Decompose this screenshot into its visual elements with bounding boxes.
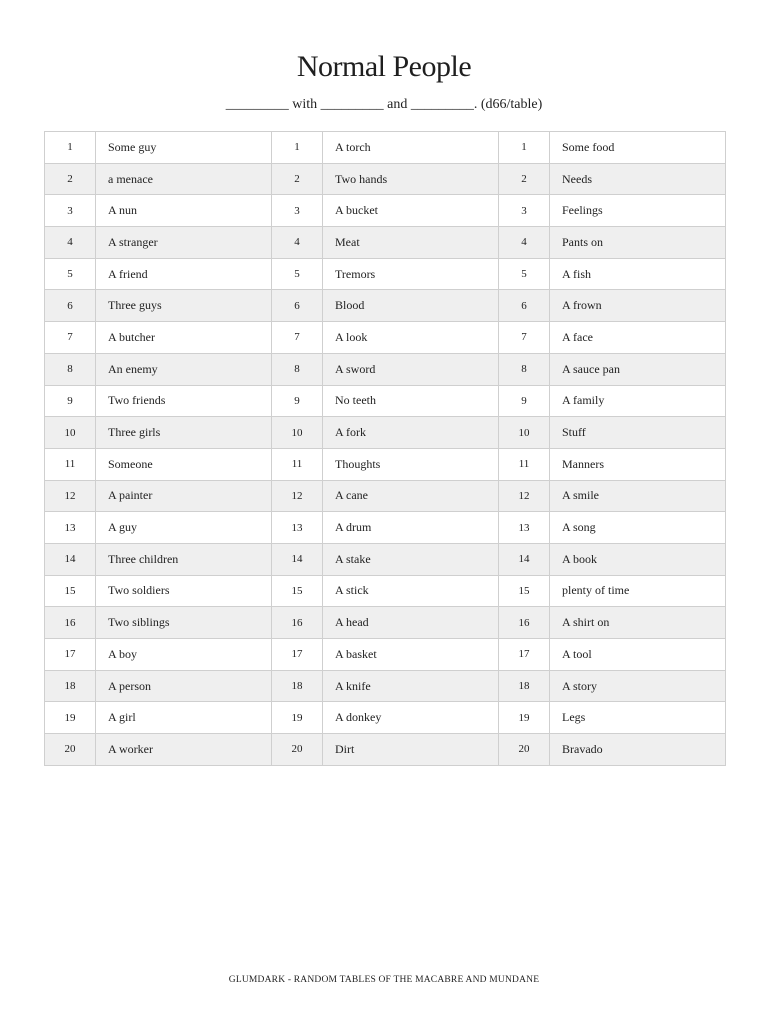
- roll-number-1: 17: [45, 639, 96, 671]
- page-title: Normal People: [296, 50, 472, 83]
- entry-column3: plenty of time: [550, 575, 726, 607]
- roll-number-1: 12: [45, 480, 96, 512]
- table-row: [45, 543, 726, 575]
- entry-column3: A smile: [550, 480, 726, 512]
- table-row: [45, 512, 726, 544]
- roll-number-2: 12: [272, 480, 323, 512]
- roll-number-2: 6: [272, 290, 323, 322]
- entry-column1: A person: [96, 670, 272, 702]
- entry-column3: A song: [550, 512, 726, 544]
- roll-number-1: 5: [45, 258, 96, 290]
- entry-column1: A stranger: [96, 227, 272, 259]
- entry-column1: A boy: [96, 639, 272, 671]
- entry-column1: A butcher: [96, 322, 272, 354]
- entry-column2: No teeth: [323, 385, 499, 417]
- page-subtitle: _________ with _________ and _________. (d66/table): [225, 97, 543, 112]
- table-row: [45, 227, 726, 259]
- table-row: [45, 322, 726, 354]
- table-row: [45, 639, 726, 671]
- table-row: [45, 417, 726, 449]
- roll-number-3: 6: [499, 290, 550, 322]
- roll-number-1: 7: [45, 322, 96, 354]
- entry-column3: A sauce pan: [550, 353, 726, 385]
- entry-column1: A nun: [96, 195, 272, 227]
- roll-number-2: 3: [272, 195, 323, 227]
- entry-column1: Two friends: [96, 385, 272, 417]
- entry-column2: Thoughts: [323, 448, 499, 480]
- entry-column3: Needs: [550, 163, 726, 195]
- entry-column1: Some guy: [96, 132, 272, 164]
- roll-number-1: 6: [45, 290, 96, 322]
- entry-column2: A head: [323, 607, 499, 639]
- entry-column1: Three guys: [96, 290, 272, 322]
- entry-column1: An enemy: [96, 353, 272, 385]
- entry-column2: A cane: [323, 480, 499, 512]
- roll-number-3: 13: [499, 512, 550, 544]
- entry-column3: A story: [550, 670, 726, 702]
- table-row: [45, 258, 726, 290]
- entry-column1: A girl: [96, 702, 272, 734]
- table-row: [45, 163, 726, 195]
- roll-number-2: 18: [272, 670, 323, 702]
- roll-number-1: 16: [45, 607, 96, 639]
- roll-number-3: 10: [499, 417, 550, 449]
- entry-column3: A fish: [550, 258, 726, 290]
- entry-column3: Pants on: [550, 227, 726, 259]
- entry-column1: A worker: [96, 734, 272, 766]
- entry-column2: A donkey: [323, 702, 499, 734]
- roll-number-3: 8: [499, 353, 550, 385]
- entry-column3: A book: [550, 543, 726, 575]
- table-row: [45, 132, 726, 164]
- roll-number-1: 13: [45, 512, 96, 544]
- entry-column3: A frown: [550, 290, 726, 322]
- table-row: [45, 195, 726, 227]
- roll-number-2: 7: [272, 322, 323, 354]
- entry-column2: A bucket: [323, 195, 499, 227]
- roll-number-3: 17: [499, 639, 550, 671]
- roll-number-2: 16: [272, 607, 323, 639]
- roll-number-3: 12: [499, 480, 550, 512]
- entry-column2: Meat: [323, 227, 499, 259]
- table-body: [45, 132, 726, 766]
- table-row: [45, 607, 726, 639]
- entry-column2: A drum: [323, 512, 499, 544]
- roll-number-2: 8: [272, 353, 323, 385]
- entry-column3: Bravado: [550, 734, 726, 766]
- roll-number-3: 20: [499, 734, 550, 766]
- roll-number-2: 15: [272, 575, 323, 607]
- roll-number-2: 19: [272, 702, 323, 734]
- roll-number-1: 19: [45, 702, 96, 734]
- entry-column1: A guy: [96, 512, 272, 544]
- entry-column3: Legs: [550, 702, 726, 734]
- roll-number-1: 10: [45, 417, 96, 449]
- entry-column1: a menace: [96, 163, 272, 195]
- entry-column1: A painter: [96, 480, 272, 512]
- page-footer: GLUMDARK - RANDOM TABLES OF THE MACABRE AND MUNDANE: [228, 975, 540, 985]
- entry-column3: Some food: [550, 132, 726, 164]
- table-row: [45, 575, 726, 607]
- entry-column3: Stuff: [550, 417, 726, 449]
- roll-number-3: 1: [499, 132, 550, 164]
- roll-number-1: 2: [45, 163, 96, 195]
- entry-column2: A basket: [323, 639, 499, 671]
- table-row: [45, 480, 726, 512]
- entry-column3: A shirt on: [550, 607, 726, 639]
- table-row: [45, 353, 726, 385]
- entry-column2: A stake: [323, 543, 499, 575]
- table-row: [45, 670, 726, 702]
- entry-column3: A tool: [550, 639, 726, 671]
- entry-column2: A torch: [323, 132, 499, 164]
- entry-column1: Three girls: [96, 417, 272, 449]
- roll-number-1: 8: [45, 353, 96, 385]
- roll-number-3: 3: [499, 195, 550, 227]
- roll-number-2: 20: [272, 734, 323, 766]
- entry-column2: A fork: [323, 417, 499, 449]
- roll-number-1: 4: [45, 227, 96, 259]
- roll-number-2: 10: [272, 417, 323, 449]
- roll-number-3: 16: [499, 607, 550, 639]
- roll-number-3: 14: [499, 543, 550, 575]
- entry-column2: Blood: [323, 290, 499, 322]
- roll-number-2: 4: [272, 227, 323, 259]
- roll-number-3: 18: [499, 670, 550, 702]
- entry-column1: Three children: [96, 543, 272, 575]
- table-row: [45, 385, 726, 417]
- entry-column1: Someone: [96, 448, 272, 480]
- roll-number-3: 2: [499, 163, 550, 195]
- roll-number-3: 15: [499, 575, 550, 607]
- entry-column3: Manners: [550, 448, 726, 480]
- entry-column3: A family: [550, 385, 726, 417]
- roll-number-2: 14: [272, 543, 323, 575]
- entry-column3: A face: [550, 322, 726, 354]
- entry-column2: A look: [323, 322, 499, 354]
- entry-column3: Feelings: [550, 195, 726, 227]
- entry-column2: A stick: [323, 575, 499, 607]
- roll-number-3: 4: [499, 227, 550, 259]
- roll-number-1: 3: [45, 195, 96, 227]
- table-row: [45, 734, 726, 766]
- roll-number-2: 9: [272, 385, 323, 417]
- roll-number-2: 2: [272, 163, 323, 195]
- roll-number-1: 14: [45, 543, 96, 575]
- entry-column1: A friend: [96, 258, 272, 290]
- roll-number-3: 5: [499, 258, 550, 290]
- roll-number-1: 15: [45, 575, 96, 607]
- roll-number-1: 11: [45, 448, 96, 480]
- roll-number-2: 11: [272, 448, 323, 480]
- roll-number-1: 18: [45, 670, 96, 702]
- entry-column2: Tremors: [323, 258, 499, 290]
- roll-number-3: 19: [499, 702, 550, 734]
- roll-number-1: 9: [45, 385, 96, 417]
- roll-number-2: 17: [272, 639, 323, 671]
- roll-number-1: 20: [45, 734, 96, 766]
- roll-number-2: 5: [272, 258, 323, 290]
- roll-number-3: 11: [499, 448, 550, 480]
- roll-number-3: 9: [499, 385, 550, 417]
- roll-number-1: 1: [45, 132, 96, 164]
- entry-column2: Two hands: [323, 163, 499, 195]
- entry-column2: A sword: [323, 353, 499, 385]
- roll-number-3: 7: [499, 322, 550, 354]
- entry-column1: Two soldiers: [96, 575, 272, 607]
- table-row: [45, 290, 726, 322]
- entry-column2: A knife: [323, 670, 499, 702]
- entry-column2: Dirt: [323, 734, 499, 766]
- entry-column1: Two siblings: [96, 607, 272, 639]
- roll-number-2: 1: [272, 132, 323, 164]
- roll-number-2: 13: [272, 512, 323, 544]
- table-row: [45, 448, 726, 480]
- table-row: [45, 702, 726, 734]
- random-table: [44, 131, 726, 766]
